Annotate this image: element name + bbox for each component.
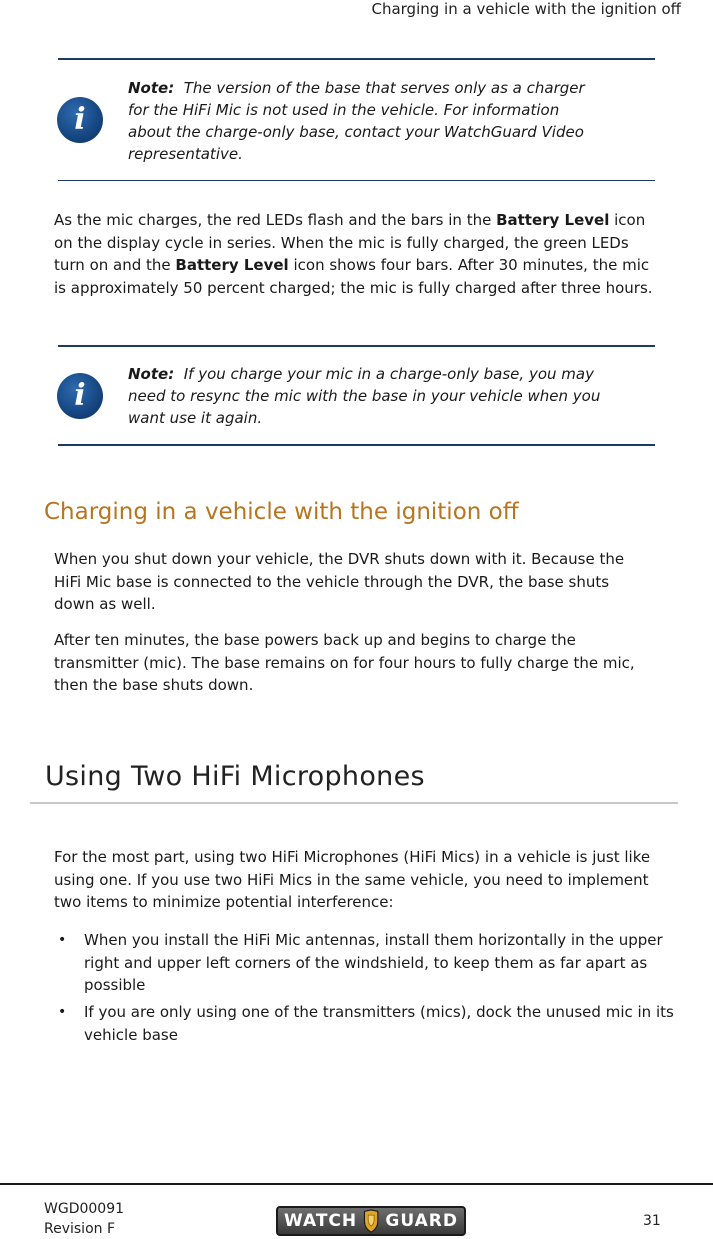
note-top-rule — [58, 345, 655, 347]
ignition-paragraph-1: When you shut down your vehicle, the DVR shuts down with it. Because the HiFi Mic base is connected to the vehicle through the DVR, the base shuts down as well. — [54, 550, 625, 613]
note-2 — [128, 363, 608, 429]
para-text: icon shows four bars. After 30 minutes, the mic is approximately 50 percent charged; the mic is fully charged after three hours. — [54, 256, 653, 297]
note-top-rule — [58, 58, 655, 60]
section-heading: Charging in a vehicle with the ignition off — [44, 499, 519, 525]
running-header: Charging in a vehicle with the ignition off — [371, 0, 681, 18]
info-icon: i — [57, 97, 103, 143]
bullet-marker: • — [58, 932, 67, 948]
page-number: 31 — [643, 1213, 661, 1229]
note-1-text: The version of the base that serves only as a charger for the HiFi Mic is not used in the vehicle. For information about the charge-only base, contact your WatchGuard Video representative. — [128, 79, 585, 163]
note-1 — [128, 77, 588, 165]
two-mics-intro: For the most part, using two HiFi Microphones (HiFi Mics) in a vehicle is just like using one. If you use two HiFi Mics in the same vehicle, you need to implement two items to minimize potential interference: — [54, 848, 651, 911]
chapter-heading: Using Two HiFi Microphones — [45, 761, 425, 792]
para-text: icon on the display cycle in series. When the mic is fully charged, the green LEDs turn on and the — [54, 211, 646, 274]
note-label: Note: — [128, 365, 175, 383]
note-bottom-rule — [58, 444, 655, 446]
note-bottom-rule — [58, 180, 655, 181]
charging-paragraph — [54, 209, 654, 299]
bullet-marker: • — [58, 1004, 67, 1020]
info-icon: i — [57, 373, 103, 419]
logo-right-word: GUARD — [385, 1211, 458, 1231]
para-text: As the mic charges, the red LEDs flash and the bars in the — [54, 211, 497, 229]
battery-level-term: Battery Level — [496, 211, 610, 229]
watchguard-logo — [276, 1206, 466, 1236]
note-2-text: If you charge your mic in a charge-only base, you may need to resync the mic with the base in your vehicle when you want use it again. — [128, 365, 601, 427]
bullet-item: When you install the HiFi Mic antennas, install them horizontally in the upper right and upper left corners of the windshield, to keep them as far apart as possible — [84, 931, 663, 994]
battery-level-term: Battery Level — [175, 256, 289, 274]
note-label: Note: — [128, 79, 175, 97]
ignition-paragraph-2: After ten minutes, the base powers back up and begins to charge the transmitter (mic). The base remains on for four hours to fully charge the mic, then the base shuts down. — [54, 631, 635, 694]
logo-left-word: WATCH — [284, 1211, 358, 1231]
chapter-rule — [30, 802, 678, 804]
revision: Revision F — [44, 1221, 116, 1237]
doc-number: WGD00091 — [44, 1201, 125, 1217]
bullet-item: If you are only using one of the transmitters (mics), dock the unused mic in its vehicle base — [84, 1003, 674, 1044]
footer-rule — [0, 1183, 713, 1185]
shield-icon — [363, 1205, 379, 1237]
